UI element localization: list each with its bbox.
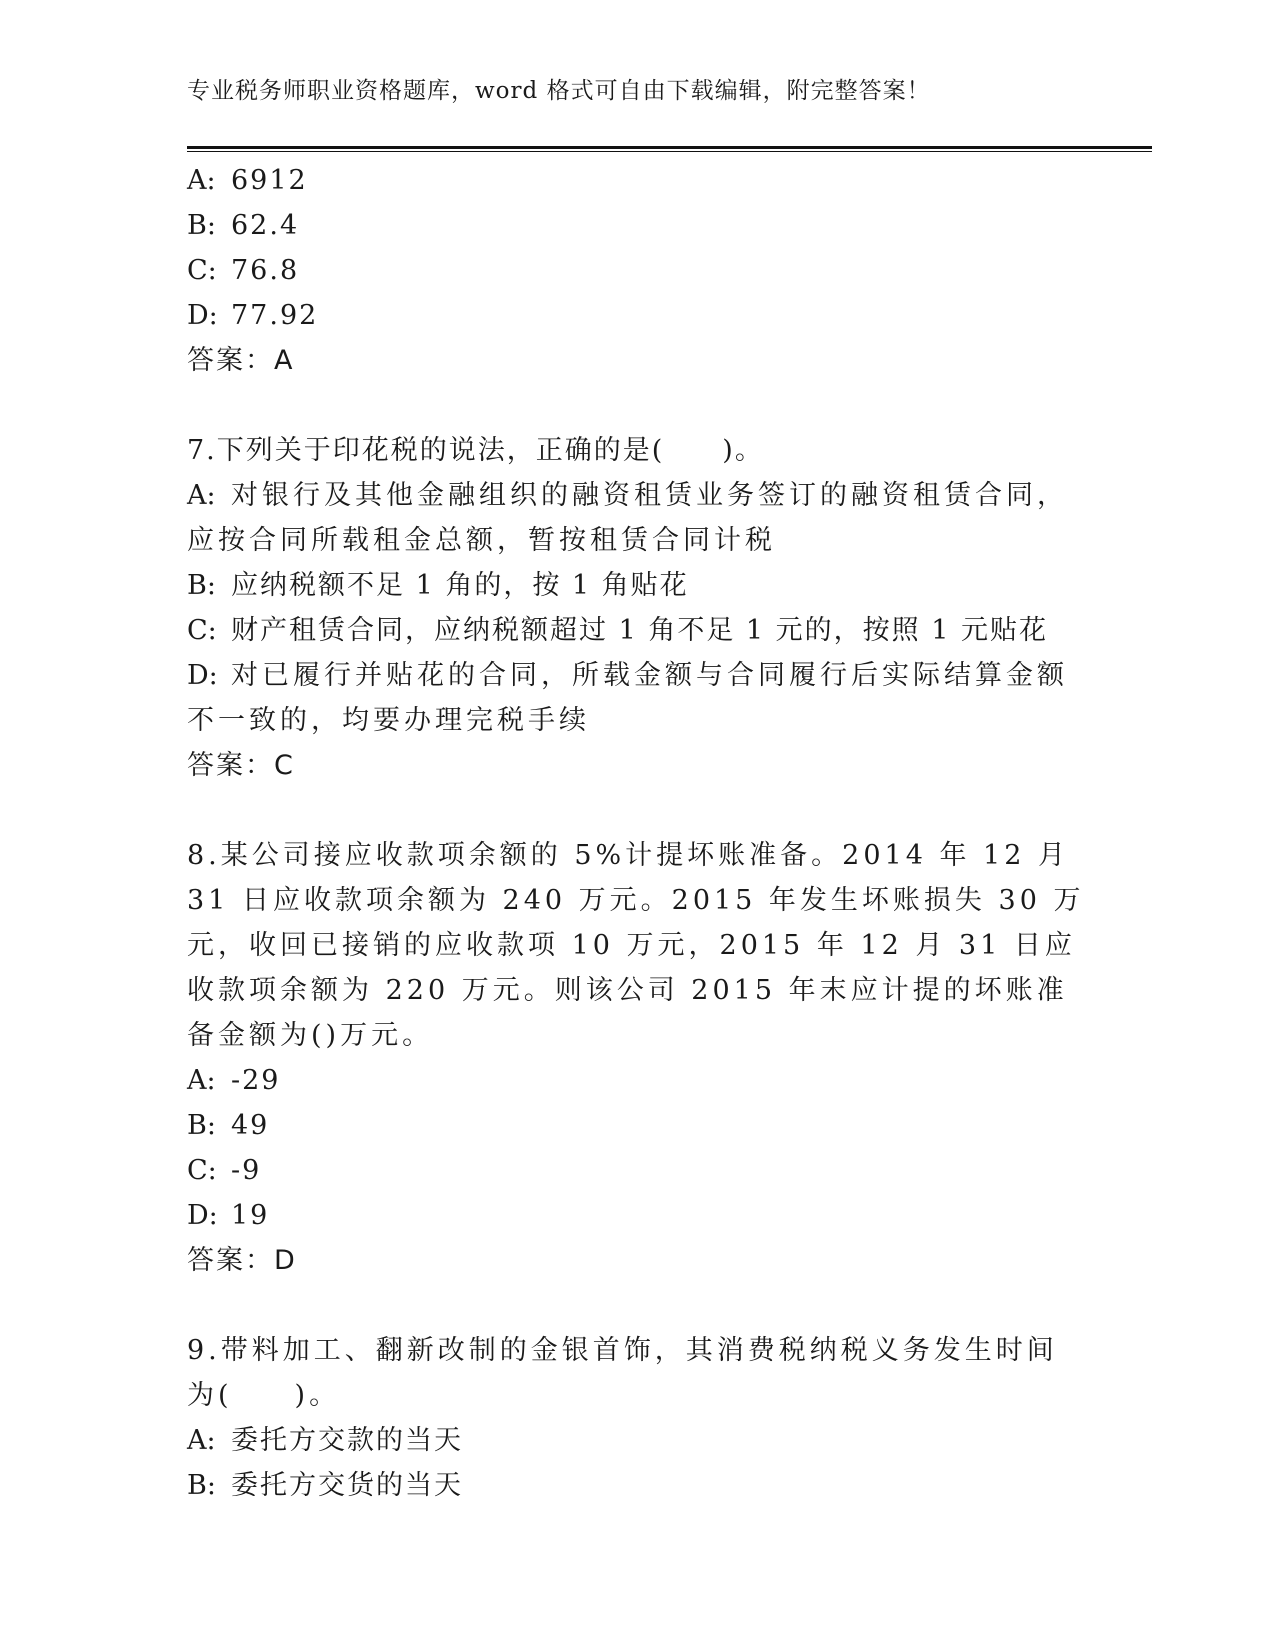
option-c: C: 76.8	[187, 255, 300, 286]
option-d: D: 对已履行并贴花的合同，所载金额与合同履行后实际结算金额不一致的，均要办理完税手续	[187, 660, 1068, 736]
header-rule-thin	[187, 151, 1152, 152]
option-a: A: 对银行及其他金融组织的融资租赁业务签订的融资租赁合同，应按合同所载租金总额，暂按租赁合同计税	[187, 480, 1068, 556]
spacer	[187, 1283, 1087, 1328]
option-d: D: 19	[187, 1200, 270, 1231]
option-b: B: 49	[187, 1110, 270, 1141]
option-c: C: -9	[187, 1155, 262, 1186]
question-8	[187, 833, 1087, 1283]
question-text: 9.带料加工、翻新改制的金银首饰，其消费税纳税义务发生时间为( )。	[187, 1335, 1058, 1411]
question-6	[187, 158, 1087, 383]
option-a: A: -29	[187, 1065, 281, 1096]
page-header: 专业税务师职业资格题库，word 格式可自由下载编辑，附完整答案！	[187, 78, 931, 104]
header-rule	[187, 146, 1152, 149]
question-9	[187, 1328, 1087, 1508]
option-a: A: 委托方交款的当天	[187, 1425, 463, 1456]
question-7	[187, 428, 1087, 788]
answer: 答案：C	[187, 750, 295, 781]
spacer	[187, 788, 1087, 833]
answer: 答案：D	[187, 1245, 297, 1276]
option-a: A: 6912	[187, 165, 308, 196]
question-text: 8.某公司接应收款项余额的 5%计提坏账准备。2014 年 12 月 31 日应收款项余额为 240 万元。2015 年发生坏账损失 30 万元，收回已接销的应收款项 10 万元，2015 年 12 月 31 日应收款项余额为 220 万元。则该公司 2015 年末应计提的坏账准备金额为()万元。	[187, 840, 1085, 1051]
question-text: 7.下列关于印花税的说法，正确的是( )。	[187, 435, 764, 466]
document-body	[187, 158, 1087, 1508]
spacer	[187, 383, 1087, 428]
option-b: B: 62.4	[187, 210, 300, 241]
option-b: B: 委托方交货的当天	[187, 1470, 463, 1501]
answer: 答案：A	[187, 345, 295, 376]
option-c: C: 财产租赁合同，应纳税额超过 1 角不足 1 元的，按照 1 元贴花	[187, 615, 1049, 646]
option-b: B: 应纳税额不足 1 角的，按 1 角贴花	[187, 570, 689, 601]
option-d: D: 77.92	[187, 300, 319, 331]
